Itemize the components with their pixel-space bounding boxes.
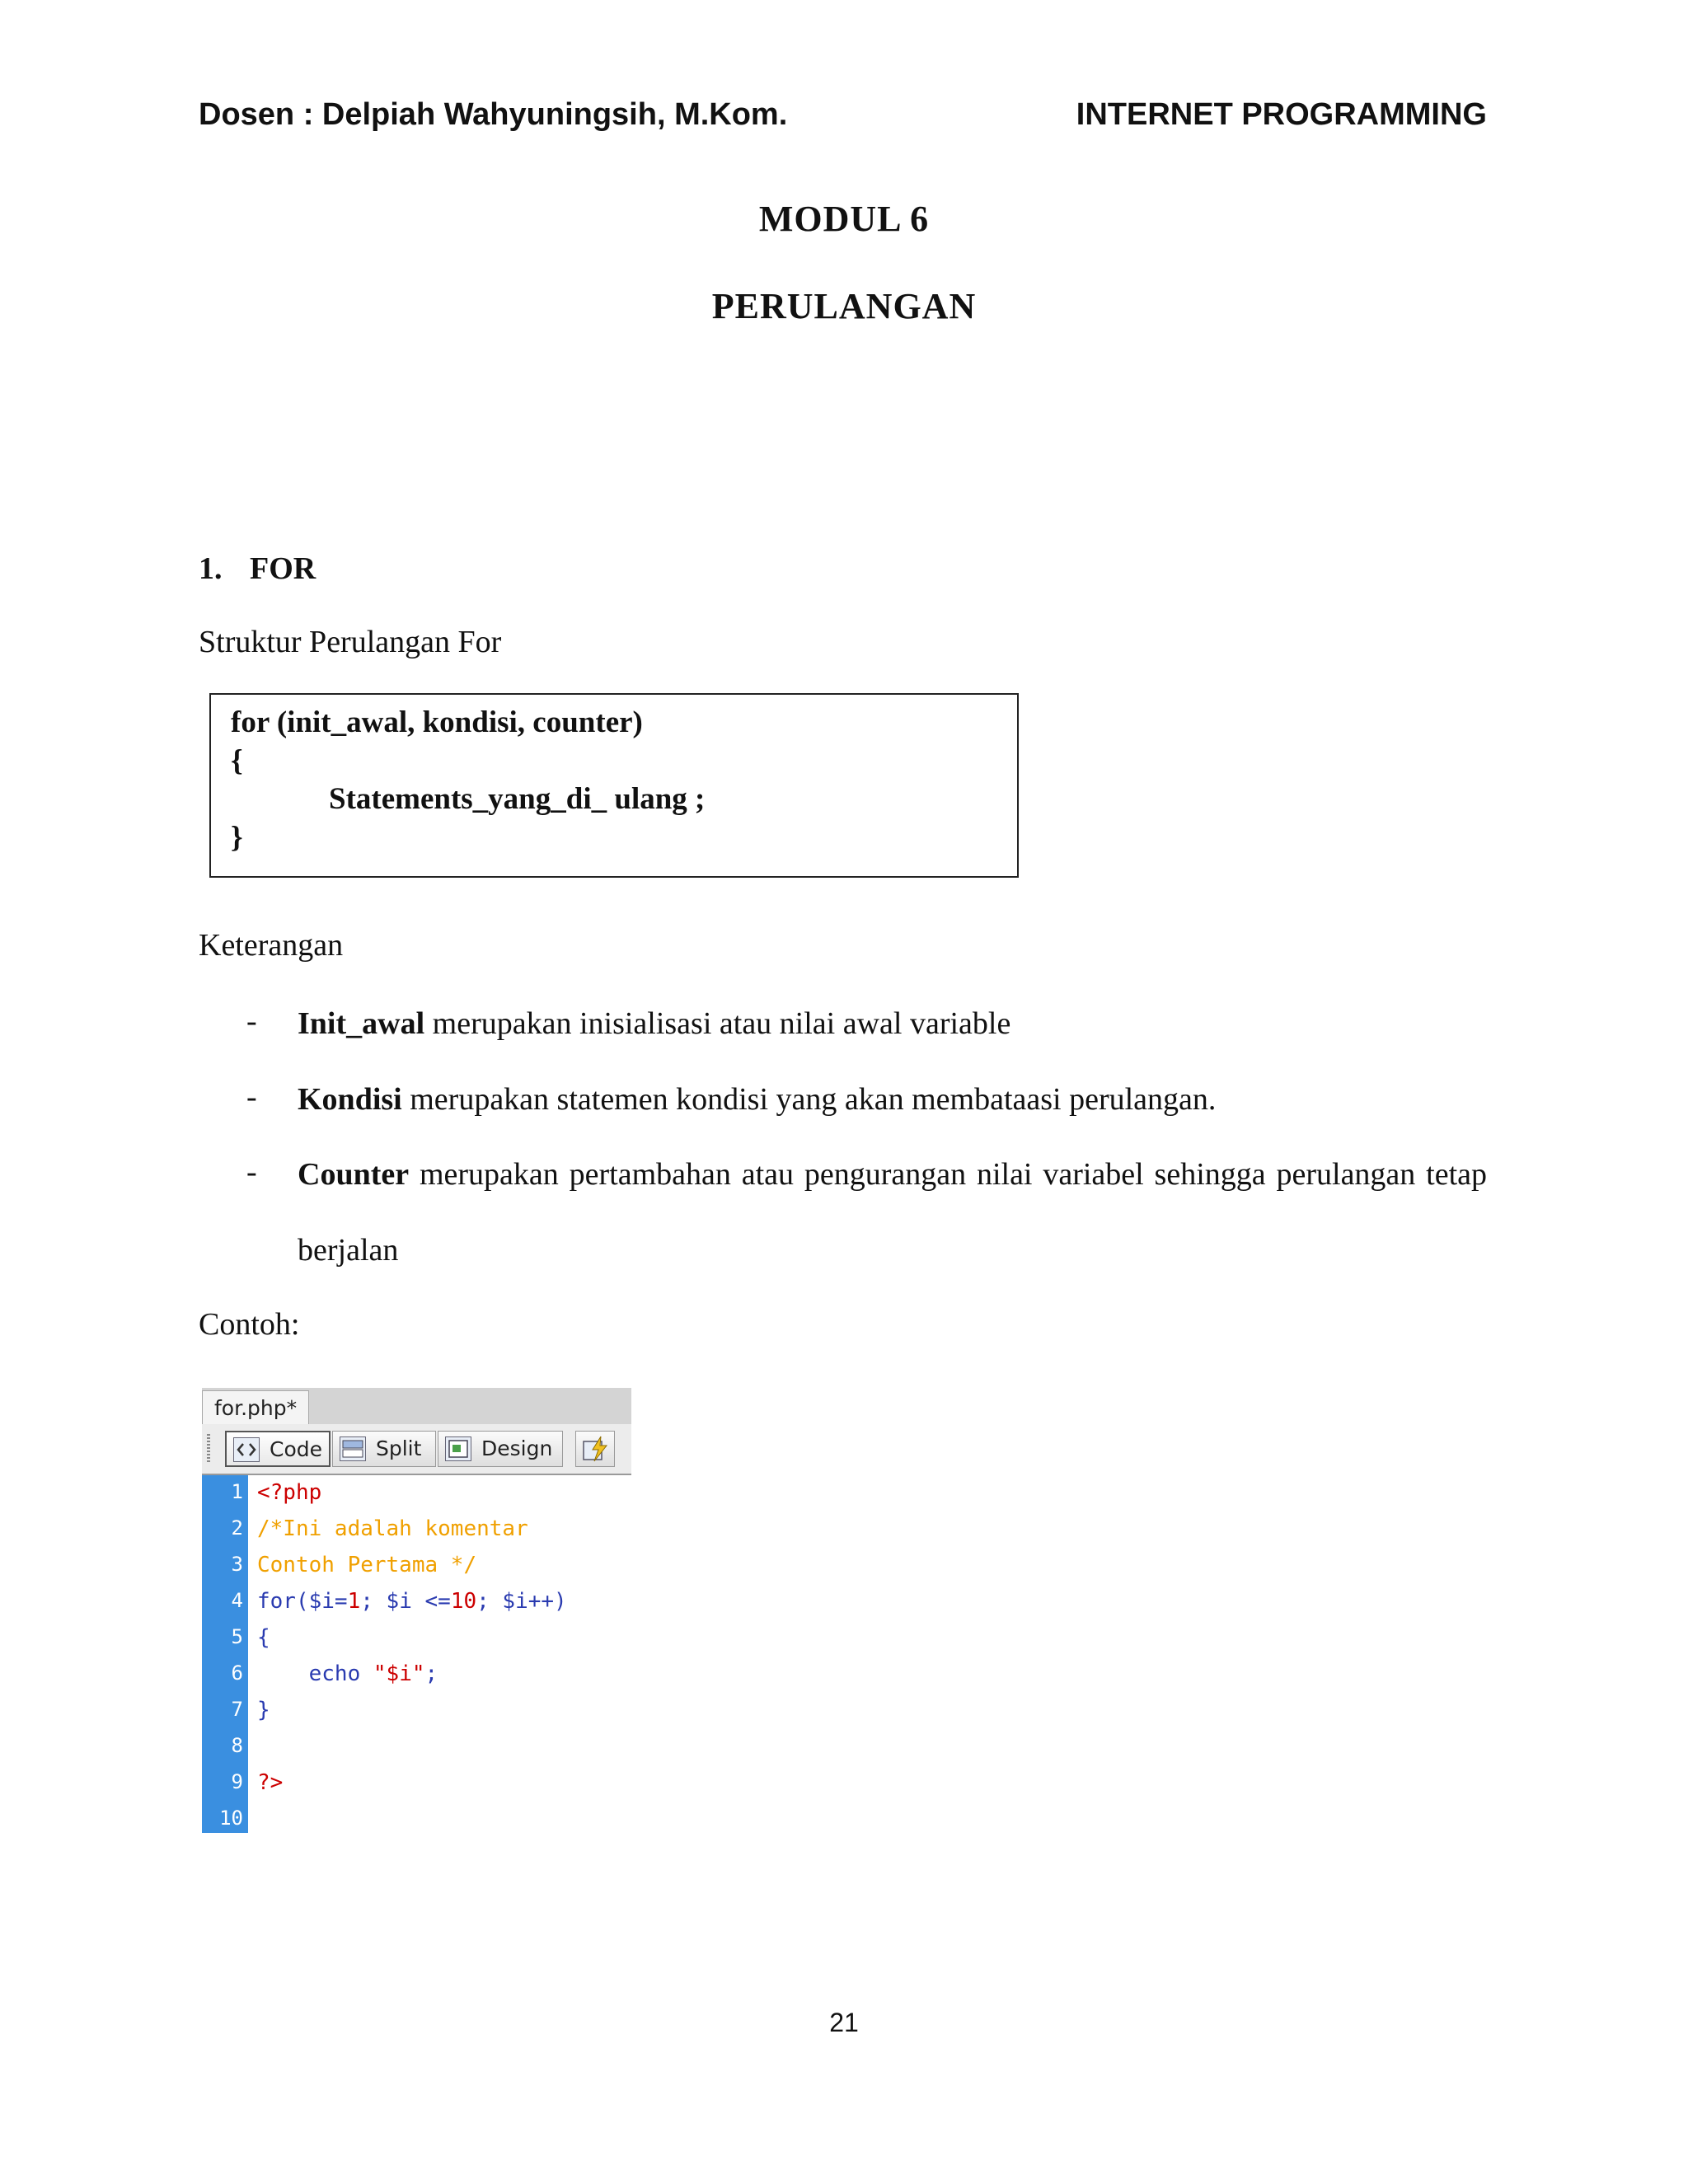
code-line bbox=[257, 1589, 567, 1614]
line-number: 4 bbox=[231, 1589, 243, 1612]
code-line bbox=[257, 1661, 438, 1686]
bullet-term-2: Kondisi bbox=[298, 1082, 402, 1117]
line-number: 9 bbox=[231, 1770, 243, 1793]
keterangan-label: Keterangan bbox=[199, 928, 344, 963]
syntax-line-1: for (init_awal, kondisi, counter) bbox=[231, 705, 643, 739]
file-tab[interactable]: for.php* bbox=[202, 1390, 309, 1424]
bullet-item-2 bbox=[298, 1062, 1487, 1137]
split-view-button[interactable] bbox=[332, 1431, 436, 1467]
code-token: ; bbox=[424, 1661, 438, 1686]
code-token: ; $i++) bbox=[476, 1589, 567, 1614]
code-line bbox=[257, 1516, 528, 1541]
code-token: <?php bbox=[257, 1480, 322, 1505]
bullet-item-1 bbox=[298, 986, 1487, 1062]
code-line bbox=[257, 1698, 270, 1722]
line-number: 5 bbox=[231, 1625, 243, 1648]
bullet-dash-3: - bbox=[246, 1155, 257, 1189]
syntax-line-4: } bbox=[231, 821, 243, 855]
section-heading bbox=[199, 551, 316, 587]
code-token: { bbox=[257, 1625, 270, 1650]
code-token: "$i" bbox=[373, 1661, 425, 1686]
code-view-label: Code bbox=[270, 1437, 323, 1461]
line-number: 6 bbox=[231, 1661, 243, 1685]
intro-text: Struktur Perulangan For bbox=[199, 625, 502, 659]
syntax-box bbox=[209, 693, 1019, 878]
design-view-icon bbox=[445, 1436, 471, 1461]
bullet-desc-3: merupakan pertambahan atau pengurangan nilai variabel sehingga perulangan tetap berjalan bbox=[298, 1157, 1487, 1268]
bullet-dash-1: - bbox=[246, 1004, 257, 1038]
code-line bbox=[257, 1480, 321, 1505]
bullet-desc-2: merupakan statemen kondisi yang akan membataasi perulangan. bbox=[401, 1082, 1217, 1117]
code-token: 1 bbox=[347, 1589, 361, 1614]
line-number: 1 bbox=[231, 1480, 243, 1503]
code-token: 10 bbox=[450, 1589, 477, 1614]
bullet-term-1: Init_awal bbox=[298, 1006, 425, 1041]
example-label: Contoh: bbox=[199, 1307, 300, 1342]
bullet-item-3 bbox=[298, 1137, 1487, 1288]
code-token: for($i= bbox=[257, 1589, 348, 1614]
editor-tabbar bbox=[202, 1388, 631, 1425]
page-number: 21 bbox=[829, 2008, 859, 2037]
topic-title: PERULANGAN bbox=[711, 286, 977, 326]
code-token: } bbox=[257, 1698, 270, 1722]
code-view-button[interactable] bbox=[225, 1431, 331, 1467]
header-lecturer: Dosen : Delpiah Wahyuningsih, M.Kom. bbox=[199, 97, 788, 132]
lightning-icon bbox=[581, 1435, 611, 1466]
design-view-button[interactable] bbox=[438, 1431, 563, 1467]
bullet-term-3: Counter bbox=[298, 1157, 410, 1192]
code-view-icon bbox=[233, 1437, 260, 1462]
line-number: 10 bbox=[219, 1807, 243, 1830]
syntax-line-3: Statements_yang_di_ ulang ; bbox=[329, 782, 706, 816]
code-line bbox=[257, 1625, 270, 1650]
split-view-label: Split bbox=[376, 1436, 422, 1460]
line-number: 3 bbox=[231, 1553, 243, 1576]
code-token: ; $i <= bbox=[360, 1589, 451, 1614]
section-title: FOR bbox=[250, 551, 316, 586]
header-course: INTERNET PROGRAMMING bbox=[1076, 97, 1487, 132]
code-editor-screenshot bbox=[202, 1388, 631, 1833]
code-token: /*Ini adalah komentar bbox=[257, 1516, 528, 1541]
design-view-label: Design bbox=[481, 1436, 553, 1460]
line-number: 7 bbox=[231, 1698, 243, 1721]
code-token: ?> bbox=[257, 1770, 284, 1795]
refresh-button[interactable] bbox=[575, 1431, 615, 1467]
bullet-desc-1: merupakan inisialisasi atau nilai awal variable bbox=[424, 1006, 1011, 1041]
code-line bbox=[257, 1553, 476, 1577]
toolbar-grip bbox=[207, 1434, 210, 1464]
line-number-gutter bbox=[202, 1475, 248, 1833]
bullet-dash-2: - bbox=[246, 1080, 257, 1114]
split-view-icon bbox=[340, 1436, 366, 1461]
code-line bbox=[257, 1770, 283, 1795]
module-title: MODUL 6 bbox=[758, 199, 930, 239]
line-number: 8 bbox=[231, 1734, 243, 1757]
code-token: echo bbox=[257, 1661, 373, 1686]
line-number: 2 bbox=[231, 1516, 243, 1540]
code-token: Contoh Pertama */ bbox=[257, 1553, 477, 1577]
editor-toolbar bbox=[202, 1424, 631, 1475]
section-number: 1. bbox=[199, 551, 223, 586]
syntax-line-2: { bbox=[231, 744, 243, 778]
